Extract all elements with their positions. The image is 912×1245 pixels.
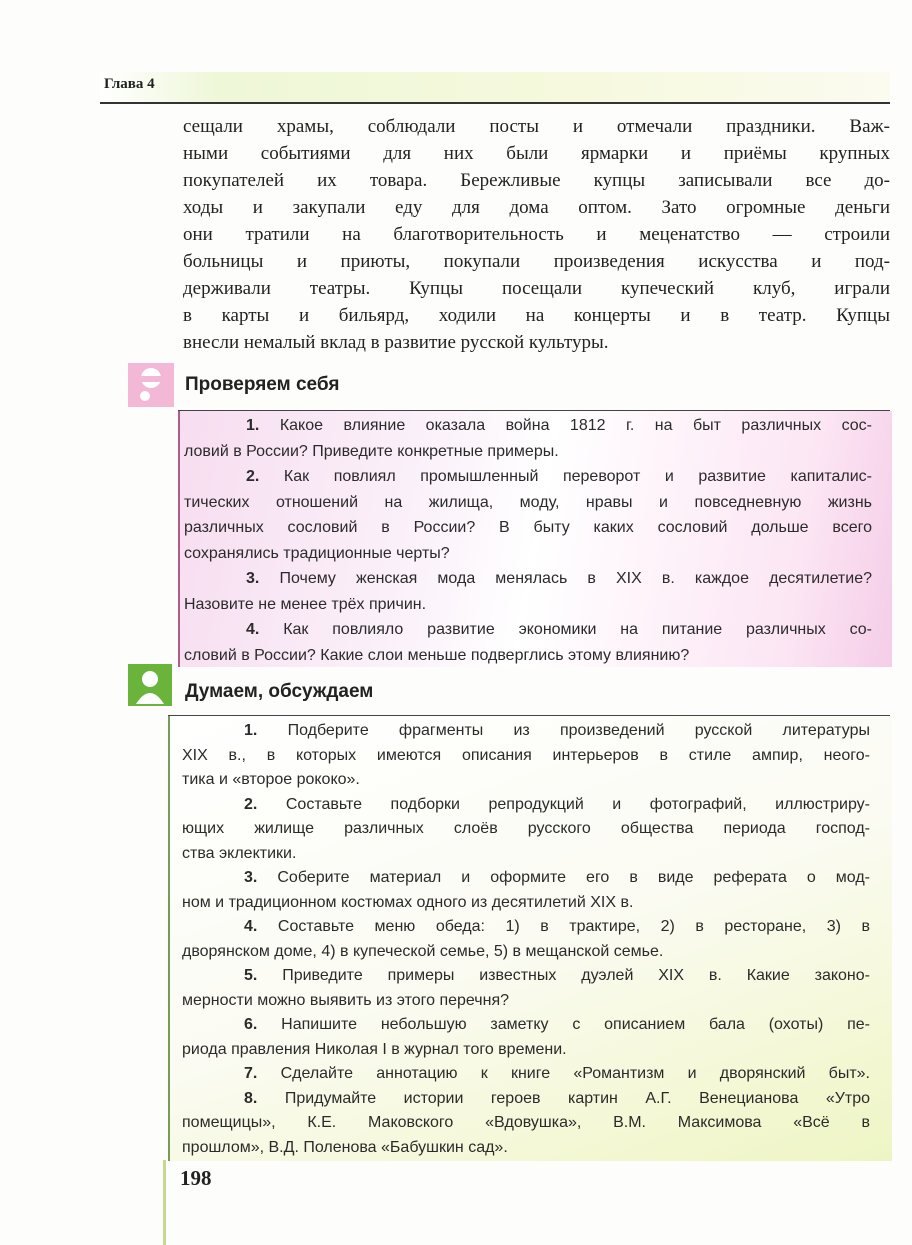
question-line: [246, 569, 872, 588]
question-text: Как повлияло развитие экономики на питание различных со-: [283, 621, 873, 638]
question-text: Придумайте истории героев картин А.Г. Венецианова «Утро: [284, 1089, 871, 1107]
question-line: [244, 966, 870, 985]
text-line: внесли немалый вклад в развитие русской культуры.: [183, 332, 609, 353]
question-line: [246, 620, 872, 639]
margin-line: [163, 1160, 166, 1245]
question-text: Составьте подборки репродукций и фотографий, иллюстриру-: [285, 795, 870, 813]
question-line: [244, 1015, 870, 1034]
question-icon: [128, 363, 174, 407]
question-text: Приведите примеры известных дуэлей XIX в. Какие законо-: [282, 967, 870, 984]
question-line: [182, 770, 870, 789]
question-number: 6.: [244, 1016, 258, 1033]
question-line: [182, 844, 870, 863]
question-text: Сделайте аннотацию к книге «Романтизм и дворянский быт».: [280, 1065, 870, 1082]
question-text: тика и «второе рококо».: [182, 771, 360, 788]
page-number: 198: [180, 1166, 212, 1190]
question-text: ловий в России? Приведите конкретные примеры.: [184, 442, 559, 460]
question-text: помещицы», К.Е. Маковского «Вдовушка», В.М. Максимова «Всё в: [182, 1114, 870, 1131]
text-line: они тратили на благотворительность и меценатство — строили: [183, 224, 890, 245]
question-number: 3.: [246, 570, 260, 587]
section-title-check: Проверяем себя: [185, 374, 340, 395]
chapter-title: Глава 4: [104, 76, 155, 92]
question-line: [244, 917, 870, 936]
text-line: держивали театры. Купцы посещали купеческий клуб, играли: [183, 278, 890, 299]
question-line: [182, 942, 870, 961]
question-line: [182, 1138, 870, 1157]
text-line: ходы и закупали еду для дома оптом. Зато огромные деньги: [183, 197, 890, 218]
question-number: 1.: [244, 722, 258, 739]
question-text: ном и традиционном костюмах одного из десятилетий XIX в.: [182, 893, 634, 911]
question-line: [182, 746, 870, 765]
header-band: [100, 72, 890, 102]
question-number: 7.: [244, 1065, 258, 1082]
question-line: [184, 544, 872, 563]
question-text: Какое влияние оказала война 1812 г. на быт различных сос-: [279, 417, 872, 434]
question-text: различных сословий в России? В быту каких сословий дольше всего: [184, 519, 872, 536]
question-text: Составьте меню обеда: 1) в трактире, 2) в ресторане, 3) в: [277, 918, 870, 935]
question-text: ства эклектики.: [182, 844, 297, 862]
question-line: [246, 467, 872, 486]
question-line: [184, 518, 872, 537]
question-line: [182, 893, 870, 912]
section-title-discuss: Думаем, обсуждаем: [185, 681, 374, 702]
question-text: Соберите материал и оформите его в виде реферата о мод-: [277, 869, 870, 886]
question-text: Напишите небольшую заметку с описанием бала (охоты) пе-: [281, 1016, 870, 1033]
person-icon: [128, 664, 172, 706]
question-text: сохранялись традиционные черты?: [184, 544, 450, 562]
text-line: ными событиями для них были ярмарки и приёмы крупных: [183, 143, 890, 164]
question-line: [182, 819, 870, 838]
question-line: [182, 1113, 870, 1132]
question-number: 8.: [244, 1089, 258, 1107]
question-text: словий в России? Какие слои меньше подверглись этому влиянию?: [184, 646, 690, 664]
question-text: Как повлиял промышленный переворот и развитие капиталис-: [283, 468, 873, 485]
text-line: больницы и приюты, покупали произведения искусства и под-: [183, 251, 890, 272]
question-text: Назовите не менее трёх причин.: [184, 595, 427, 613]
question-number: 3.: [244, 869, 258, 886]
question-line: [184, 442, 872, 461]
question-text: дворянском доме, 4) в купеческой семье, 5) в мещанской семье.: [182, 942, 664, 960]
question-number: 2.: [244, 795, 258, 813]
question-number: 4.: [246, 621, 260, 638]
question-text: прошлом», В.Д. Поленова «Бабушкин сад».: [182, 1138, 508, 1156]
question-line: [182, 991, 870, 1010]
question-line: [244, 721, 870, 740]
question-line: [184, 595, 872, 614]
question-line: [246, 416, 872, 435]
question-text: XIX в., в которых имеются описания интерьеров в стиле ампир, неого-: [182, 746, 870, 764]
question-line: [244, 868, 870, 887]
question-text: Почему женская мода менялась в XIX в. каждое десятилетие?: [279, 570, 872, 587]
question-line: [244, 1089, 870, 1108]
question-number: 2.: [246, 468, 260, 485]
question-text: тических отношений на жилища, моду, нравы и повседневную жизнь: [184, 493, 872, 511]
question-line: [244, 1064, 870, 1083]
question-number: 4.: [244, 918, 258, 935]
question-number: 1.: [246, 417, 260, 434]
text-line: в карты и бильярд, ходили на концерты и в театр. Купцы: [183, 305, 890, 326]
text-line: покупателей их товара. Бережливые купцы записывали все до-: [183, 170, 890, 191]
question-line: [182, 1040, 870, 1059]
question-text: Подберите фрагменты из произведений русской литературы: [287, 722, 870, 739]
question-line: [244, 795, 870, 814]
question-text: риода правления Николая I в журнал того времени.: [182, 1040, 567, 1058]
question-line: [184, 493, 872, 512]
question-number: 5.: [244, 967, 258, 984]
question-line: [184, 646, 872, 665]
question-text: ющих жилище различных слоёв русского общества периода господ-: [182, 820, 870, 837]
header-rule: [100, 102, 890, 104]
text-line: сещали храмы, соблюдали посты и отмечали праздники. Важ-: [183, 116, 890, 137]
question-text: мерности можно выявить из этого перечня?: [182, 991, 510, 1009]
